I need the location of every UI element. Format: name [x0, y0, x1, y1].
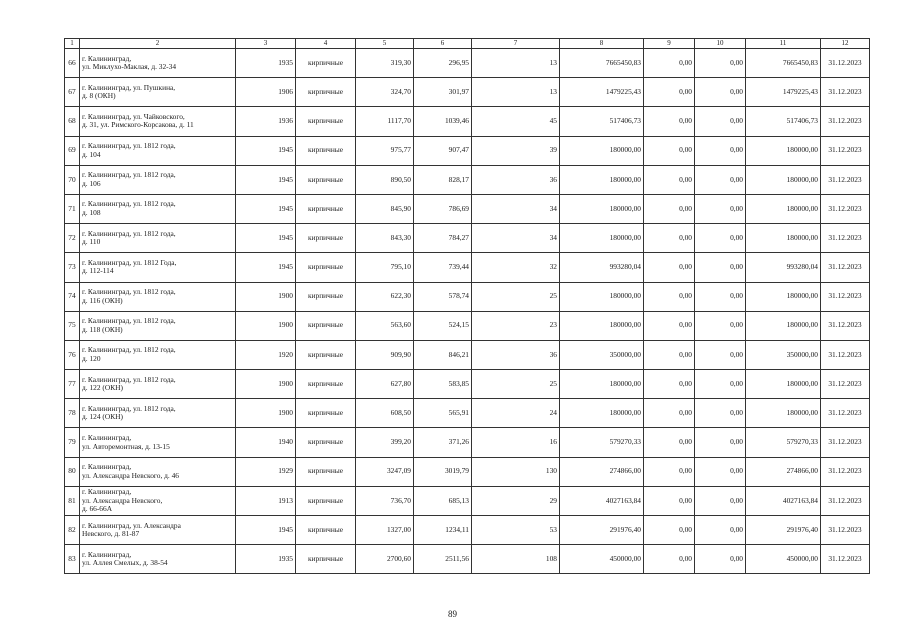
- column-header-7: 7: [472, 39, 560, 49]
- federal-funds-cell: 0,00: [644, 136, 695, 165]
- year-built-cell: 1945: [236, 136, 296, 165]
- total-cost-cell: 180000,00: [560, 165, 644, 194]
- row-number: 66: [65, 49, 80, 78]
- federal-funds-cell: 0,00: [644, 428, 695, 457]
- living-area-cell: 371,26: [414, 428, 472, 457]
- total-area-cell: 3247,09: [356, 457, 414, 486]
- year-built-cell: 1945: [236, 194, 296, 223]
- completion-date-cell: 31.12.2023: [821, 340, 870, 369]
- column-header-10: 10: [695, 39, 746, 49]
- living-area-cell: 828,17: [414, 165, 472, 194]
- living-area-cell: 301,97: [414, 78, 472, 107]
- federal-funds-cell: 0,00: [644, 224, 695, 253]
- residents-cell: 34: [472, 224, 560, 253]
- residents-cell: 13: [472, 49, 560, 78]
- column-header-9: 9: [644, 39, 695, 49]
- row-number: 68: [65, 107, 80, 136]
- total-area-cell: 795,10: [356, 253, 414, 282]
- living-area-cell: 784,27: [414, 224, 472, 253]
- living-area-cell: 1039,46: [414, 107, 472, 136]
- living-area-cell: 524,15: [414, 311, 472, 340]
- living-area-cell: 685,13: [414, 486, 472, 515]
- column-header-5: 5: [356, 39, 414, 49]
- total-cost-cell: 274866,00: [560, 457, 644, 486]
- row-number: 81: [65, 486, 80, 515]
- total-area-cell: 622,30: [356, 282, 414, 311]
- owner-funds-cell: 180000,00: [746, 165, 821, 194]
- total-cost-cell: 180000,00: [560, 311, 644, 340]
- completion-date-cell: 31.12.2023: [821, 224, 870, 253]
- completion-date-cell: 31.12.2023: [821, 136, 870, 165]
- address-cell: г. Калининград, ул. 1812 года, д. 116 (ОКН): [80, 282, 236, 311]
- regional-funds-cell: 0,00: [695, 282, 746, 311]
- residents-cell: 53: [472, 516, 560, 545]
- year-built-cell: 1945: [236, 516, 296, 545]
- residents-cell: 29: [472, 486, 560, 515]
- living-area-cell: 2511,56: [414, 545, 472, 574]
- table-row: [65, 78, 870, 107]
- completion-date-cell: 31.12.2023: [821, 457, 870, 486]
- table-row: [65, 136, 870, 165]
- federal-funds-cell: 0,00: [644, 107, 695, 136]
- address-cell: г. Калининград, ул. 1812 Года, д. 112-114: [80, 253, 236, 282]
- row-number: 77: [65, 370, 80, 399]
- wall-material-cell: кирпичные: [296, 282, 356, 311]
- regional-funds-cell: 0,00: [695, 194, 746, 223]
- completion-date-cell: 31.12.2023: [821, 486, 870, 515]
- total-cost-cell: 993280,04: [560, 253, 644, 282]
- residents-cell: 130: [472, 457, 560, 486]
- total-cost-cell: 517406,73: [560, 107, 644, 136]
- address-cell: г. Калининград, ул. Авторемонтная, д. 13-15: [80, 428, 236, 457]
- regional-funds-cell: 0,00: [695, 253, 746, 282]
- column-header-8: 8: [560, 39, 644, 49]
- table-row: [65, 340, 870, 369]
- federal-funds-cell: 0,00: [644, 486, 695, 515]
- table-row: [65, 224, 870, 253]
- federal-funds-cell: 0,00: [644, 194, 695, 223]
- total-cost-cell: 350000,00: [560, 340, 644, 369]
- total-area-cell: 324,70: [356, 78, 414, 107]
- owner-funds-cell: 350000,00: [746, 340, 821, 369]
- completion-date-cell: 31.12.2023: [821, 311, 870, 340]
- wall-material-cell: кирпичные: [296, 107, 356, 136]
- completion-date-cell: 31.12.2023: [821, 370, 870, 399]
- regional-funds-cell: 0,00: [695, 49, 746, 78]
- address-cell: г. Калининград, ул. Миклухо-Маклая, д. 32-34: [80, 49, 236, 78]
- wall-material-cell: кирпичные: [296, 165, 356, 194]
- wall-material-cell: кирпичные: [296, 253, 356, 282]
- row-number: 83: [65, 545, 80, 574]
- regional-funds-cell: 0,00: [695, 107, 746, 136]
- total-area-cell: 627,80: [356, 370, 414, 399]
- residents-cell: 45: [472, 107, 560, 136]
- owner-funds-cell: 450000,00: [746, 545, 821, 574]
- living-area-cell: 739,44: [414, 253, 472, 282]
- total-cost-cell: 180000,00: [560, 224, 644, 253]
- owner-funds-cell: 579270,33: [746, 428, 821, 457]
- row-number: 70: [65, 165, 80, 194]
- column-header-4: 4: [296, 39, 356, 49]
- total-cost-cell: 180000,00: [560, 136, 644, 165]
- residents-cell: 16: [472, 428, 560, 457]
- row-number: 82: [65, 516, 80, 545]
- row-number: 75: [65, 311, 80, 340]
- address-cell: г. Калининград, ул. Аллея Смелых, д. 38-54: [80, 545, 236, 574]
- residents-cell: 24: [472, 399, 560, 428]
- column-header-2: 2: [80, 39, 236, 49]
- regional-funds-cell: 0,00: [695, 78, 746, 107]
- housing-table-sheet: [64, 38, 870, 574]
- row-number: 80: [65, 457, 80, 486]
- owner-funds-cell: 180000,00: [746, 282, 821, 311]
- wall-material-cell: кирпичные: [296, 428, 356, 457]
- table-row: [65, 253, 870, 282]
- owner-funds-cell: 180000,00: [746, 194, 821, 223]
- total-area-cell: 399,20: [356, 428, 414, 457]
- address-cell: г. Калининград, ул. Чайковского, д. 31, ул. Римского-Корсакова, д. 11: [80, 107, 236, 136]
- total-cost-cell: 180000,00: [560, 282, 644, 311]
- living-area-cell: 786,69: [414, 194, 472, 223]
- federal-funds-cell: 0,00: [644, 516, 695, 545]
- federal-funds-cell: 0,00: [644, 282, 695, 311]
- residents-cell: 39: [472, 136, 560, 165]
- table-row: [65, 370, 870, 399]
- wall-material-cell: кирпичные: [296, 136, 356, 165]
- row-number: 78: [65, 399, 80, 428]
- completion-date-cell: 31.12.2023: [821, 428, 870, 457]
- row-number: 69: [65, 136, 80, 165]
- federal-funds-cell: 0,00: [644, 78, 695, 107]
- column-header-6: 6: [414, 39, 472, 49]
- residents-cell: 108: [472, 545, 560, 574]
- regional-funds-cell: 0,00: [695, 165, 746, 194]
- total-cost-cell: 450000,00: [560, 545, 644, 574]
- wall-material-cell: кирпичные: [296, 457, 356, 486]
- year-built-cell: 1929: [236, 457, 296, 486]
- year-built-cell: 1936: [236, 107, 296, 136]
- column-number-header: [65, 39, 870, 49]
- wall-material-cell: кирпичные: [296, 486, 356, 515]
- address-cell: г. Калининград, ул. 1812 года, д. 106: [80, 165, 236, 194]
- table-row: [65, 311, 870, 340]
- federal-funds-cell: 0,00: [644, 49, 695, 78]
- owner-funds-cell: 180000,00: [746, 370, 821, 399]
- table-row: [65, 457, 870, 486]
- owner-funds-cell: 517406,73: [746, 107, 821, 136]
- wall-material-cell: кирпичные: [296, 340, 356, 369]
- row-number: 71: [65, 194, 80, 223]
- year-built-cell: 1945: [236, 253, 296, 282]
- residents-cell: 13: [472, 78, 560, 107]
- total-area-cell: 843,30: [356, 224, 414, 253]
- total-area-cell: 563,60: [356, 311, 414, 340]
- regional-funds-cell: 0,00: [695, 311, 746, 340]
- residents-cell: 36: [472, 340, 560, 369]
- living-area-cell: 565,91: [414, 399, 472, 428]
- completion-date-cell: 31.12.2023: [821, 282, 870, 311]
- owner-funds-cell: 1479225,43: [746, 78, 821, 107]
- owner-funds-cell: 4027163,84: [746, 486, 821, 515]
- address-cell: г. Калининград, ул. 1812 года, д. 110: [80, 224, 236, 253]
- table-row: [65, 49, 870, 78]
- column-header-3: 3: [236, 39, 296, 49]
- total-area-cell: 608,50: [356, 399, 414, 428]
- residents-cell: 34: [472, 194, 560, 223]
- year-built-cell: 1935: [236, 49, 296, 78]
- column-header-11: 11: [746, 39, 821, 49]
- table-row: [65, 545, 870, 574]
- total-area-cell: 1327,00: [356, 516, 414, 545]
- total-area-cell: 890,50: [356, 165, 414, 194]
- residents-cell: 23: [472, 311, 560, 340]
- year-built-cell: 1900: [236, 399, 296, 428]
- table-row: [65, 516, 870, 545]
- table-row: [65, 428, 870, 457]
- regional-funds-cell: 0,00: [695, 516, 746, 545]
- total-area-cell: 2700,60: [356, 545, 414, 574]
- total-area-cell: 909,90: [356, 340, 414, 369]
- year-built-cell: 1945: [236, 165, 296, 194]
- address-cell: г. Калининград, ул. 1812 года, д. 122 (ОКН): [80, 370, 236, 399]
- completion-date-cell: 31.12.2023: [821, 194, 870, 223]
- table-row: [65, 486, 870, 515]
- total-area-cell: 845,90: [356, 194, 414, 223]
- address-cell: г. Калининград, ул. Александра Невского, д. 81-87: [80, 516, 236, 545]
- address-cell: г. Калининград, ул. 1812 года, д. 124 (ОКН): [80, 399, 236, 428]
- year-built-cell: 1940: [236, 428, 296, 457]
- living-area-cell: 296,95: [414, 49, 472, 78]
- year-built-cell: 1900: [236, 370, 296, 399]
- year-built-cell: 1906: [236, 78, 296, 107]
- year-built-cell: 1920: [236, 340, 296, 369]
- total-cost-cell: 180000,00: [560, 370, 644, 399]
- owner-funds-cell: 180000,00: [746, 399, 821, 428]
- regional-funds-cell: 0,00: [695, 428, 746, 457]
- owner-funds-cell: 7665450,83: [746, 49, 821, 78]
- address-cell: г. Калининград, ул. Александра Невского, д. 66-66А: [80, 486, 236, 515]
- total-cost-cell: 4027163,84: [560, 486, 644, 515]
- completion-date-cell: 31.12.2023: [821, 253, 870, 282]
- table-row: [65, 107, 870, 136]
- regional-funds-cell: 0,00: [695, 457, 746, 486]
- total-cost-cell: 180000,00: [560, 399, 644, 428]
- table-row: [65, 194, 870, 223]
- federal-funds-cell: 0,00: [644, 399, 695, 428]
- owner-funds-cell: 180000,00: [746, 311, 821, 340]
- regional-funds-cell: 0,00: [695, 224, 746, 253]
- wall-material-cell: кирпичные: [296, 78, 356, 107]
- wall-material-cell: кирпичные: [296, 370, 356, 399]
- owner-funds-cell: 180000,00: [746, 224, 821, 253]
- table-row: [65, 399, 870, 428]
- page-number: 89: [448, 609, 457, 619]
- year-built-cell: 1900: [236, 282, 296, 311]
- wall-material-cell: кирпичные: [296, 516, 356, 545]
- federal-funds-cell: 0,00: [644, 457, 695, 486]
- federal-funds-cell: 0,00: [644, 545, 695, 574]
- wall-material-cell: кирпичные: [296, 545, 356, 574]
- living-area-cell: 583,85: [414, 370, 472, 399]
- address-cell: г. Калининград, ул. 1812 года, д. 108: [80, 194, 236, 223]
- row-number: 79: [65, 428, 80, 457]
- federal-funds-cell: 0,00: [644, 311, 695, 340]
- residents-cell: 25: [472, 282, 560, 311]
- wall-material-cell: кирпичные: [296, 311, 356, 340]
- completion-date-cell: 31.12.2023: [821, 516, 870, 545]
- year-built-cell: 1935: [236, 545, 296, 574]
- total-area-cell: 975,77: [356, 136, 414, 165]
- row-number: 73: [65, 253, 80, 282]
- total-area-cell: 1117,70: [356, 107, 414, 136]
- completion-date-cell: 31.12.2023: [821, 545, 870, 574]
- living-area-cell: 3019,79: [414, 457, 472, 486]
- total-area-cell: 319,30: [356, 49, 414, 78]
- wall-material-cell: кирпичные: [296, 399, 356, 428]
- living-area-cell: 578,74: [414, 282, 472, 311]
- regional-funds-cell: 0,00: [695, 486, 746, 515]
- owner-funds-cell: 993280,04: [746, 253, 821, 282]
- year-built-cell: 1913: [236, 486, 296, 515]
- address-cell: г. Калининград, ул. 1812 года, д. 120: [80, 340, 236, 369]
- year-built-cell: 1945: [236, 224, 296, 253]
- wall-material-cell: кирпичные: [296, 194, 356, 223]
- regional-funds-cell: 0,00: [695, 399, 746, 428]
- total-cost-cell: 291976,40: [560, 516, 644, 545]
- address-cell: г. Калининград, ул. 1812 года, д. 104: [80, 136, 236, 165]
- regional-funds-cell: 0,00: [695, 370, 746, 399]
- wall-material-cell: кирпичные: [296, 49, 356, 78]
- completion-date-cell: 31.12.2023: [821, 78, 870, 107]
- row-number: 76: [65, 340, 80, 369]
- address-cell: г. Калининград, ул. Пушкина, д. 8 (ОКН): [80, 78, 236, 107]
- housing-table: [64, 38, 870, 574]
- column-header-1: 1: [65, 39, 80, 49]
- row-number: 72: [65, 224, 80, 253]
- owner-funds-cell: 291976,40: [746, 516, 821, 545]
- table-row: [65, 165, 870, 194]
- table-body: [65, 49, 870, 574]
- address-cell: г. Калининград, ул. Александра Невского, д. 46: [80, 457, 236, 486]
- federal-funds-cell: 0,00: [644, 253, 695, 282]
- completion-date-cell: 31.12.2023: [821, 49, 870, 78]
- living-area-cell: 907,47: [414, 136, 472, 165]
- residents-cell: 36: [472, 165, 560, 194]
- federal-funds-cell: 0,00: [644, 370, 695, 399]
- table-row: [65, 282, 870, 311]
- regional-funds-cell: 0,00: [695, 136, 746, 165]
- completion-date-cell: 31.12.2023: [821, 399, 870, 428]
- wall-material-cell: кирпичные: [296, 224, 356, 253]
- living-area-cell: 846,21: [414, 340, 472, 369]
- regional-funds-cell: 0,00: [695, 340, 746, 369]
- completion-date-cell: 31.12.2023: [821, 165, 870, 194]
- federal-funds-cell: 0,00: [644, 340, 695, 369]
- total-cost-cell: 7665450,83: [560, 49, 644, 78]
- owner-funds-cell: 180000,00: [746, 136, 821, 165]
- federal-funds-cell: 0,00: [644, 165, 695, 194]
- row-number: 67: [65, 78, 80, 107]
- address-cell: г. Калининград, ул. 1812 года, д. 118 (ОКН): [80, 311, 236, 340]
- residents-cell: 25: [472, 370, 560, 399]
- regional-funds-cell: 0,00: [695, 545, 746, 574]
- total-cost-cell: 180000,00: [560, 194, 644, 223]
- completion-date-cell: 31.12.2023: [821, 107, 870, 136]
- column-header-12: 12: [821, 39, 870, 49]
- living-area-cell: 1234,11: [414, 516, 472, 545]
- total-cost-cell: 579270,33: [560, 428, 644, 457]
- year-built-cell: 1900: [236, 311, 296, 340]
- total-area-cell: 736,70: [356, 486, 414, 515]
- row-number: 74: [65, 282, 80, 311]
- residents-cell: 32: [472, 253, 560, 282]
- owner-funds-cell: 274866,00: [746, 457, 821, 486]
- total-cost-cell: 1479225,43: [560, 78, 644, 107]
